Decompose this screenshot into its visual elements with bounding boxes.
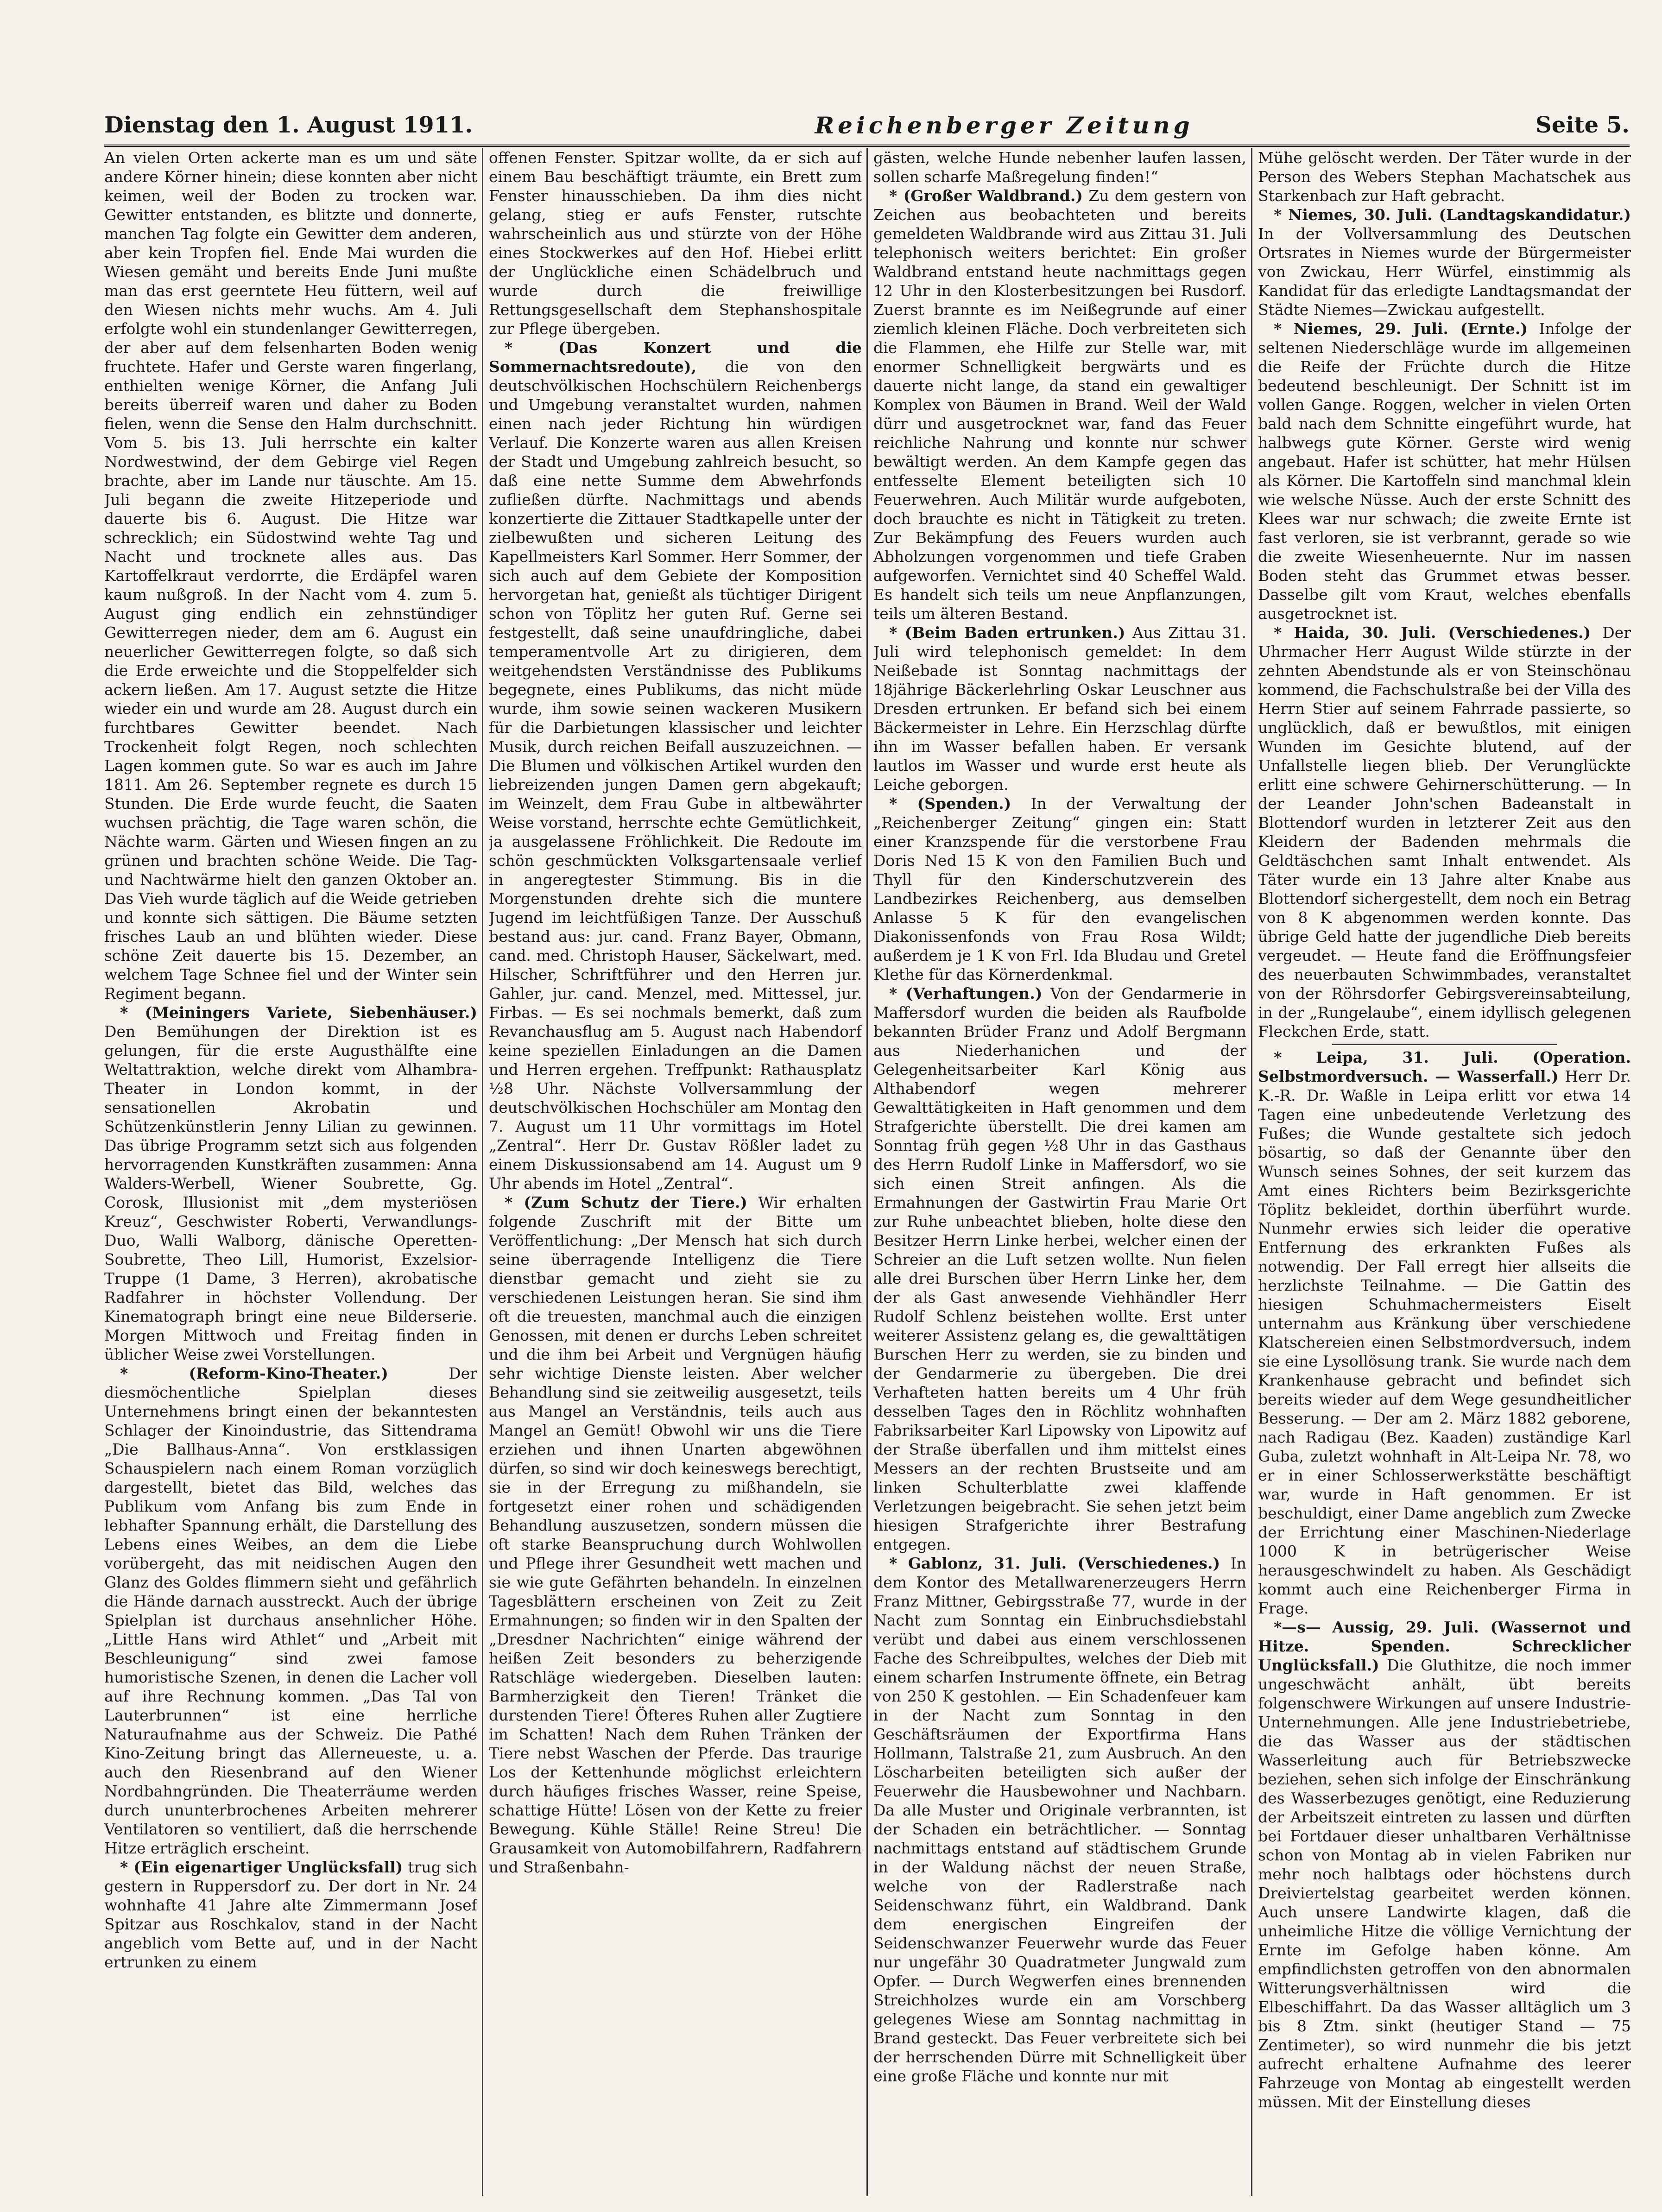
article-item: [489, 1193, 862, 1877]
article-body: trug sich gestern in Ruppersdorf zu. Der dort in Nr. 24 wohnhafte 41 Jahre alte Zimmermann Josef Spitzar aus Roschkalov, stand in der Nacht angeblich vom Bette auf, und in der Nacht ertrunken zu einem: [104, 1858, 477, 1971]
article-item: [873, 794, 1246, 984]
article-body: Den Bemühungen der Direktion ist es gelungen, für die erste Augusthälfte eine Weltattraktion, welche direkt vom Alhambra-Theater in London kommt, in der sensationellen Akrobatin und Schützenkünstlerin Jenny Lilian zu gewinnen. Das übrige Programm setzt sich aus folgenden hervorragenden Kunstkräften zusammen: Anna Walders-Werbell, Wiener Soubrette, Gg. Corosk, Illusionist mit „dem mysteriösen Kreuz“, Geschwister Roberti, Verwandlungs-Duo, Walli Walborg, dänische Operetten-Soubrette, Theo Lill, Humorist, Exzelsior-Truppe (1 Dame, 3 Herren), akrobatische Radfahrer in höchster Vollendung. Der Kinematograph bringt eine neue Bilderserie. Morgen Mittwoch und Freitag finden in üblicher Weise zwei Vorstellungen.: [104, 1022, 477, 1363]
article-paragraph: gästen, welche Hunde nebenher laufen lassen, sollen scharfe Maßregelung finden!“: [873, 149, 1246, 186]
article-body: Wir erhalten folgende Zuschrift mit der Bitte um Veröffentlichung: „Der Mensch hat sich durch seine überragende Intelligenz die Tiere dienstbar gemacht und zieht sie zu verschiedenen Leistungen heran. Sie sind ihm oft die treuesten, manchmal auch die einzigen Genossen, mit denen er durchs Leben schreitet und die ihm bei Arbeit und Vergnügen häufig sehr wichtige Dienste leisten. Aber welcher Behandlung sind sie zeitweilig ausgesetzt, teils aus Mangel an Verständnis, teils auch aus Mangel an Gemüt! Obwohl wir uns die Tiere erziehen und ihnen Unarten abgewöhnen dürfen, so sind wir doch keineswegs berechtigt, sie in der Erregung zu mißhandeln, sie fortgesetzt einer rohen und schädigenden Behandlung auszusetzen, sondern müssen die oft starke Beanspruchung durch Wohlwollen und Pflege ihrer Gesundheit wett machen und sie wie gute Gefährten behandeln. In einzelnen Tagesblättern erscheinen von Zeit zu Zeit Ermahnungen; so finden wir in den Spalten der „Dresdner Nachrichten“ einige während der heißen Zeit besonders zu beherzigende Ratschläge wiedergeben. Dieselben lauten: Barmherzigkeit den Tieren! Tränket die durstenden Tiere! Öfteres Ruhen aller Zugtiere im Schatten! Nach dem Ruhen Tränken der Tiere nebst Waschen der Pferde. Das traurige Los der Kettenhunde möglichst erleichtern durch häufiges frisches Wasser, reine Speise, schattige Hütte! Lösen von der Kette zu freier Bewegung. Kühle Ställe! Reine Streu! Die Grausamkeit von Automobilfahrern, Radfahrern und Straßenbahn-: [489, 1193, 862, 1876]
article-heading: * Haida, 30. Juli. (Verschiedenes.): [1274, 624, 1591, 642]
article-item: [104, 1858, 477, 1972]
article-body: In der Verwaltung der „Reichenberger Zeitung“ gingen ein: Statt einer Kranzspende für die verstorbene Frau Doris Ned 15 K von den Familien Buch und Thyll für den Kinderschutzverein des Landbezirkes Reichenberg, aus demselben Anlasse 5 K für den evangelischen Diakonissenfonds von Frau Rosa Wildt; außerdem je 1 K von Frl. Ida Bludau und Gretel Klethe für das Körnerdenkmal.: [873, 794, 1246, 983]
article-body: Von der Gendarmerie in Maffersdorf wurden die beiden als Raufbolde bekannten Brüder Franz und Adolf Bergmann aus Niederhanichen und der Gelegenheitsarbeiter Karl König aus Althabendorf wegen mehrerer Gewalttätigkeiten in Haft genommen und dem Strafgerichte überstellt. Die drei kamen am Sonntag früh gegen ½8 Uhr in das Gasthaus des Herrn Rudolf Linke in Maffersdorf, wo sie sich einen Streit anfingen. Als die Ermahnungen der Gastwirtin Frau Marie Ort zur Ruhe unbeachtet blieben, holte diese den Besitzer Herrn Linke herbei, welcher einen der Schreier an die Luft setzen wollte. Nun fielen alle drei Burschen über Herrn Linke her, dem der als Gast anwesende Viehhändler Herr Rudolf Schlenz beistehen wollte. Erst unter weiterer Assistenz gelang es, die gewalttätigen Burschen Herr zu werden, sie zu binden und der Gendarmerie zu übergeben. Die drei Verhafteten hatten bereits um 4 Uhr früh desselben Tages den in Röchlitz wohnhaften Fabriksarbeiter Karl Lipowsky von Lipowitz auf der Straße überfallen und ihm mittelst eines Messers an der rechten Brustseite und am linken Schulterblatte zwei klaffende Verletzungen beigebracht. Sie sehen jetzt beim hiesigen Strafgerichte ihrer Bestrafung entgegen.: [873, 984, 1246, 1553]
article-body: Herr Dr. K.-R. Dr. Waßle in Leipa erlitt vor etwa 14 Tagen eine unbedeutende Verletzung des Fußes; die Wunde gestaltete sich jedoch bösartig, so daß der Genannte über den Wunsch seines Sohnes, der seit kurzem das Amt eines Richters beim Bezirksgerichte Töplitz bekleidet, dorthin überführt wurde. Nunmehr erwies sich leider die operative Entfernung des erkrankten Fußes als notwendig. Der Fall erregt hier allseits die herzlichste Teilnahme. — Die Gattin des hiesigen Schuhmachermeisters Eiselt unternahm aus Kränkung über verschiedene Klatschereien einen Selbstmordversuch, indem sie eine Lysollösung trank. Sie wurde nach dem Krankenhause gebracht und befindet sich bereits wieder auf dem Wege gesundheitlicher Besserung. — Der am 2. März 1882 geborene, nach Radigau (Bez. Kaaden) zuständige Karl Guba, zuletzt wohnhaft in Alt-Leipa Nr. 78, wo er in einer Schlosserwerkstätte beschäftigt war, wurde in Haft genommen. Er ist beschuldigt, einer Dame angeblich zum Zwecke der Errichtung einer Maschinen-Niederlage 1000 K in betrügerischer Weise herausgeschwindelt zu haben. Als Geschädigt kommt auch eine Reichenberger Firma in Frage.: [1258, 1067, 1631, 1617]
article-item: [1258, 205, 1631, 319]
header-date: Dienstag den 1. August 1911.: [104, 112, 473, 138]
column-divider: [482, 148, 483, 2196]
article-heading: * (Reform-Kino-Theater.): [120, 1364, 388, 1382]
section-rule: [1332, 1044, 1557, 1045]
header-masthead: Reichenberger Zeitung: [815, 111, 1194, 139]
column-1: [104, 148, 477, 2196]
article-item: [873, 186, 1246, 623]
article-item: [104, 1364, 477, 1858]
article-heading: * Leipa, 31. Juli. (Operation. Selbstmordversuch. — Wasserfall.): [1258, 1048, 1631, 1085]
article-item: [873, 1554, 1246, 2086]
article-heading: * (Großer Waldbrand.): [889, 187, 1083, 205]
article-item: [1258, 1048, 1631, 1618]
article-heading: * Gablonz, 31. Juli. (Verschiedenes.): [889, 1554, 1220, 1572]
article-heading: * (Zum Schutz der Tiere.): [505, 1193, 747, 1211]
article-heading: * (Ein eigenartiger Unglücksfall): [120, 1858, 403, 1876]
header-rule: [104, 145, 1630, 147]
article-body: In dem Kontor des Metallwarenerzeugers Herrn Franz Mittner, Gebirgsstraße 77, wurde in der Nacht zum Sonntag ein Einbruchsdiebstahl verübt und dabei aus einem verschlossenen Fache des Schreibpultes, welches der Dieb mit einem scharfen Instrumente öffnete, ein Betrag von 250 K gestohlen. — Ein Schadenfeuer kam in der Nacht zum Sonntag in den Geschäftsräumen der Exportfirma Hans Hollmann, Talstraße 21, zum Ausbruch. An den Löscharbeiten beteiligten sich außer der Feuerwehr die Hausbewohner und Nachbarn. Da alle Muster und Originale verbrannten, ist der Schaden ein beträchtlicher. — Sonntag nachmittags entstand auf städtischem Grunde in der Waldung nächst der neuen Straße, welche von der Radlerstraße nach Seidenschwanz führt, ein Waldbrand. Dank dem energischen Eingreifen der Seidenschwanzer Feuerwehr wurde das Feuer nur ungefähr 30 Quadratmeter Jungwald zum Opfer. — Durch Wegwerfen eines brennenden Streichholzes wurde ein am Vorschberg gelegenes Wiese am Sonntag nachmittag in Brand gesteckt. Das Feuer verbreitete sich bei der herrschenden Dürre mit Schnelligkeit über eine große Fläche und konnte nur mit: [873, 1554, 1246, 2085]
columns-container: [104, 148, 1630, 2196]
page-header: [104, 107, 1630, 144]
article-heading: * (Das Konzert und die Sommernachtsredoute),: [489, 339, 862, 376]
article-paragraph: An vielen Orten ackerte man es um und säte andere Körner hinein; diese konnten aber nicht keimen, weil der Boden zu trocken war. Gewitter entstanden, es blitzte und donnerte, manchen Tag folgte ein Gewitter dem anderen, aber kein Tropfen fiel. Ende Mai wurden die Wiesen gemäht und bereits Ende Juni mußte man das erst geerntete Heu füttern, weil auf den Wiesen nichts mehr wuchs. Am 4. Juli erfolgte wohl ein stundenlanger Gewitterregen, der aber auf dem felsenharten Boden wenig fruchtete. Hafer und Gerste waren fingerlang, enthielten wenige Körner, die Anfang Juli bereits überreif waren und daher zu Boden fielen, wenn die Sense den Halm durchschnitt. Vom 5. bis 13. Juli herrschte ein kalter Nordwestwind, der dem Gebirge viel Regen brachte, aber im Lande nur täuschte. Am 15. Juli begann die zweite Hitzeperiode und dauerte bis 6. August. Die Hitze war schrecklich; ein Südostwind wehte Tag und Nacht und trocknete alles aus. Das Kartoffelkraut verdorrte, die Erdäpfel waren kaum nußgroß. In der Nacht vom 4. zum 5. August ging endlich ein zehnstündiger Gewitterregen nieder, dem am 6. August ein neuerlicher Gewitterregen folgte, so daß sich die Erde erweichte und die Stoppelfelder sich ackern ließen. Am 17. August setzte die Hitze wieder ein und wurde am 28. August durch ein furchtbares Gewitter beendet. Nach Trockenheit folgt Regen, noch schlechten Lagen kommen gute. So war es auch im Jahre 1811. Am 26. September regnete es durch 15 Stunden. Die Erde wurde feucht, die Saaten wuchsen prächtig, die Tage waren schön, die Nächte warm. Gärten und Wiesen fingen an zu grünen und brachten schöne Weide. Die Tag- und Nachtwärme hielt den ganzen Oktober an. Das Vieh wurde täglich auf die Weide getrieben und konnte sich sättigen. Die Bäume setzten frisches Laub an und blühten wieder. Diese schöne Zeit dauerte bis 15. Dezember, an welchem Tage Schnee fiel und der Winter sein Regiment begann.: [104, 149, 477, 1002]
column-divider: [1251, 148, 1252, 2196]
article-item: [1258, 623, 1631, 1041]
article-heading: * (Meiningers Variete, Siebenhäuser.): [120, 1003, 477, 1021]
article-body: Infolge der seltenen Niederschläge wurde im allgemeinen die Reife der Früchte durch die Hitze bedeutend beschleunigt. Der Schnitt ist im vollen Gange. Roggen, welcher in vielen Orten bald nach dem Schnitte eingeführt wurde, hat halbwegs gute Körner. Gerste wird wenig angebaut. Hafer ist schütter, hat mehr Hülsen als Körner. Die Kartoffeln sind manchmal klein wie welsche Nüsse. Auch der erste Schnitt des Klees war nur schwach; die zweite Ernte ist fast verloren, sie ist verbrannt, gerade so wie die zweite Wiesenheuernte. Nur im nassen Boden steht das Grummet etwas besser. Dasselbe gilt vom Kraut, welches ebenfalls ausgetrocknet ist.: [1258, 320, 1631, 623]
article-body: Der diesmöchentliche Spielplan dieses Unternehmens bringt einen der bekanntesten Schlager der Kinoindustrie, das Sittendrama „Die Ballhaus-Anna“. Von erstklassigen Schauspielern nach einem Roman vorzüglich dargestellt, bietet das Bild, welches das Publikum vom Anfang bis zum Ende in lebhafter Spannung erhält, die Darstellung des Lebens eines Weibes, an dem die Liebe vorübergeht, das mit neidischen Augen den Glanz des Goldes flimmern sieht und gefährlich die Hände darnach ausstreckt. Auch der übrige Spielplan ist durchaus ansehnlicher Höhe. „Little Hans wird Athlet“ und „Arbeit mit Beschleunigung“ sind zwei famose humoristische Szenen, in denen die Lacher voll auf ihre Rechnung kommen. „Das Tal von Lauterbrunnen“ ist eine herrliche Naturaufnahme aus der Schweiz. Die Pathé Kino-Zeitung bringt das Allerneueste, u. a. auch den Riesenbrand auf den Wiener Nordbahngründen. Die Theaterräume werden durch ununterbrochenes Arbeiten mehrerer Ventilatoren so ventiliert, daß die herrschende Hitze erträglich erscheint.: [104, 1364, 477, 1857]
column-2: [489, 148, 862, 2196]
article-item: [873, 984, 1246, 1554]
article-body: In der Vollversammlung des Deutschen Ortsrates in Niemes wurde der Bürgermeister von Zwickau, Herr Würfel, einstimmig als Kandidat für das erledigte Landtagsmandat der Städte Niemes—Zwickau aufgestellt.: [1258, 225, 1631, 319]
article-paragraph: Mühe gelöscht werden. Der Täter wurde in der Person des Webers Stephan Machatschek aus Starkenbach zur Haft gebracht.: [1258, 149, 1631, 205]
article-item: [1258, 319, 1631, 623]
article-item: [873, 623, 1246, 794]
column-3: [873, 148, 1246, 2196]
article-heading: * (Beim Baden ertrunken.): [889, 624, 1125, 642]
article-item: [1258, 1618, 1631, 2111]
article-heading: * Niemes, 29. Juli. (Ernte.): [1274, 320, 1528, 338]
article-item: [104, 1003, 477, 1364]
article-body: Aus Zittau 31. Juli wird telephonisch gemeldet: In dem Neißebade ist Sonntag nachmittags der 18jährige Bäckerlehrling Oskar Leuschner aus Dresden ertrunken. Er befand sich bei einem Bäckermeister in Lehre. Ein Herzschlag dürfte ihn im Wasser befallen haben. Er versank lautlos im Wasser und wurde erst heute als Leiche geborgen.: [873, 624, 1246, 794]
article-heading: * (Spenden.): [889, 794, 1011, 813]
article-body: Der Uhrmacher Herr August Wilde stürzte in der zehnten Abendstunde als er von Steinschönau kommend, die Fachschulstraße bei der Villa des Herrn Stier auf seinem Fahrrade passierte, so unglücklich, daß er bewußtlos, mit einigen Wunden im Gesichte blutend, auf der Unfallstelle liegen blieb. Der Verunglückte erlitt eine schwere Gehirnerschütterung. — In der Leander John'schen Badeanstalt in Blottendorf wurden in letzterer Zeit aus den Kleidern der Badenden mehrmals die Geldtäschchen samt Inhalt entwendet. Als Täter wurde ein 13 Jahre alter Knabe aus Blottendorf sichergestellt, dem noch ein Betrag von 8 K abgenommen werden konnte. Das übrige Geld hatte der jugendliche Dieb bereits vergeudet. — Heute fand die Eröffnungsfeier des neuerbauten Schwimmbades, veranstaltet von der Röhrsdorfer Gebirgsvereinsabteilung, in der „Rungelaube“, einem idyllisch gelegenen Fleckchen Erde, statt.: [1258, 624, 1631, 1040]
article-heading: *—s— Aussig, 29. Juli. (Wassernot und Hitze. Spenden. Schrecklicher Unglücksfall.): [1258, 1618, 1631, 1674]
header-page-number: Seite 5.: [1536, 112, 1630, 138]
article-body: die von den deutschvölkischen Hochschülern Reichenbergs und Umgebung veranstaltet wurden, nahmen einen nach jeder Richtung hin würdigen Verlauf. Die Konzerte waren aus allen Kreisen der Stadt und Umgebung zahlreich besucht, so daß eine nette Summe dem Abwehrfonds zufließen dürfte. Nachmittags und abends konzertierte die Zittauer Stadtkapelle unter der zielbewußten und sicheren Leitung des Kapellmeisters Karl Sommer. Herr Sommer, der sich auch auf dem Gebiete der Komposition hervorgetan hat, genießt als tüchtiger Dirigent schon von Töplitz her guten Ruf. Gerne sei festgestellt, daß seine unaufdringliche, dabei temperamentvolle Art zu dirigieren, dem weitgehendsten Verständnisse des Publikums begegnete, eines Publikums, das nicht müde wurde, ihm sowie seinen wackeren Musikern für die Darbietungen klassischer und leichter Musik, durch reichen Beifall auszuzeichnen. — Die Blumen und völkischen Artikel wurden den liebreizenden jungen Damen gern abgekauft; im Weinzelt, dem Frau Gube in altbewährter Weise vorstand, herrschte echte Gemütlichkeit, ja ausgelassene Fröhlichkeit. Die Redoute im schön geschmückten Volksgartensaale verlief in angeregtester Stimmung. Bis in die Morgenstunden drehte sich die muntere Jugend im leichtfüßigen Tanze. Der Ausschuß bestand aus: jur. cand. Franz Bayer, Obmann, cand. med. Christoph Hauser, Säckelwart, med. Hilscher, Schriftführer und den Herren jur. Gahler, jur. cand. Menzel, med. Mittessel, jur. Firbas. — Es sei nochmals bemerkt, daß zum Revanchausflug am 5. August nach Habendorf keine speziellen Einladungen an die Damen und Herren ergehen. Treffpunkt: Rathausplatz ½8 Uhr. Nächste Vollversammlung der deutschvölkischen Hochschüler am Montag den 7. August um 11 Uhr vormittags im Hotel „Zentral“. Herr Dr. Gustav Rößler ladet zu einem Diskussionsabend am 14. August um 9 Uhr abends im Hotel „Zentral“.: [489, 358, 862, 1192]
article-paragraph: offenen Fenster. Spitzar wollte, da er sich auf einem Bau beschäftigt träumte, ein Brett zum Fenster hinausschieben. Da ihm dies nicht gelang, stieg er aufs Fenster, rutschte wahrscheinlich aus und stürzte von der Höhe eines Stockwerkes auf den Hof. Hiebei erlitt der Unglückliche einen Schädelbruch und wurde durch die freiwillige Rettungsgesellschaft dem Stephanshospitale zur Pflege übergeben.: [489, 149, 862, 338]
article-heading: * (Verhaftungen.): [889, 984, 1043, 1002]
article-item: [489, 338, 862, 1193]
article-body: Zu dem gestern von Zeichen aus beobachteten und bereits gemeldeten Waldbrande wird aus Zittau 31. Juli telephonisch weiters berichtet: Ein großer Waldbrand entstand heute nachmittags gegen 12 Uhr in den Klosterbesitzungen bei Rusdorf. Zuerst brannte es im Neißegrunde auf einer ziemlich kleinen Fläche. Doch verbreiteten sich die Flammen, ehe Hilfe zur Stelle war, mit enormer Schnelligkeit bergwärts und es dauerte nicht lange, da stand ein gewaltiger Komplex von Bäumen in Brand. Weil der Wald dürr und ausgetrocknet war, fand das Feuer reichliche Nahrung und konnte nur schwer bewältigt werden. An dem Kampfe gegen das entfesselte Element beteiligten sich 10 Feuerwehren. Auch Militär wurde aufgeboten, doch brauchte es nicht in Tätigkeit zu treten. Zur Bekämpfung des Feuers wurden auch Abholzungen vorgenommen und tiefe Graben aufgeworfen. Vernichtet sind 40 Scheffel Wald. Es handelt sich teils um neue Anpflanzungen, teils um älteren Bestand.: [873, 187, 1246, 623]
article-body: Die Gluthitze, die noch immer ungeschwächt anhält, übt bereits folgenschwere Wirkungen auf unsere Industrie-Unternehmungen. Alle jene Industriebetriebe, die das Wasser aus der städtischen Wasserleitung auch für Betriebszwecke beziehen, sehen sich infolge der Einschränkung des Wasserbezuges genötigt, eine Reduzierung der Arbeitszeit eintreten zu lassen und dürften bei Fortdauer dieser unhaltbaren Verhältnisse schon von Montag ab in vielen Fabriken nur mehr noch halbtags oder höchstens durch Dreiviertelstag gearbeitet werden können. Auch unsere Landwirte klagen, daß die unheimliche Hitze die völlige Vernichtung der Ernte im Gefolge haben könne. Am empfindlichsten getroffen von den abnormalen Witterungsverhältnissen wird die Elbeschiffahrt. Da das Wasser alltäglich um 3 bis 8 Ztm. sinkt (heutiger Stand — 75 Zentimeter), so wird nunmehr die bis jetzt aufrecht erhaltene Aufnahme des leerer Fahrzeuge von Montag ab eingestellt werden müssen. Mit der Einstellung dieses: [1258, 1656, 1631, 2111]
column-4: [1258, 148, 1631, 2196]
article-heading: * Niemes, 30. Juli. (Landtagskandidatur.): [1274, 206, 1631, 224]
column-divider: [866, 148, 868, 2196]
